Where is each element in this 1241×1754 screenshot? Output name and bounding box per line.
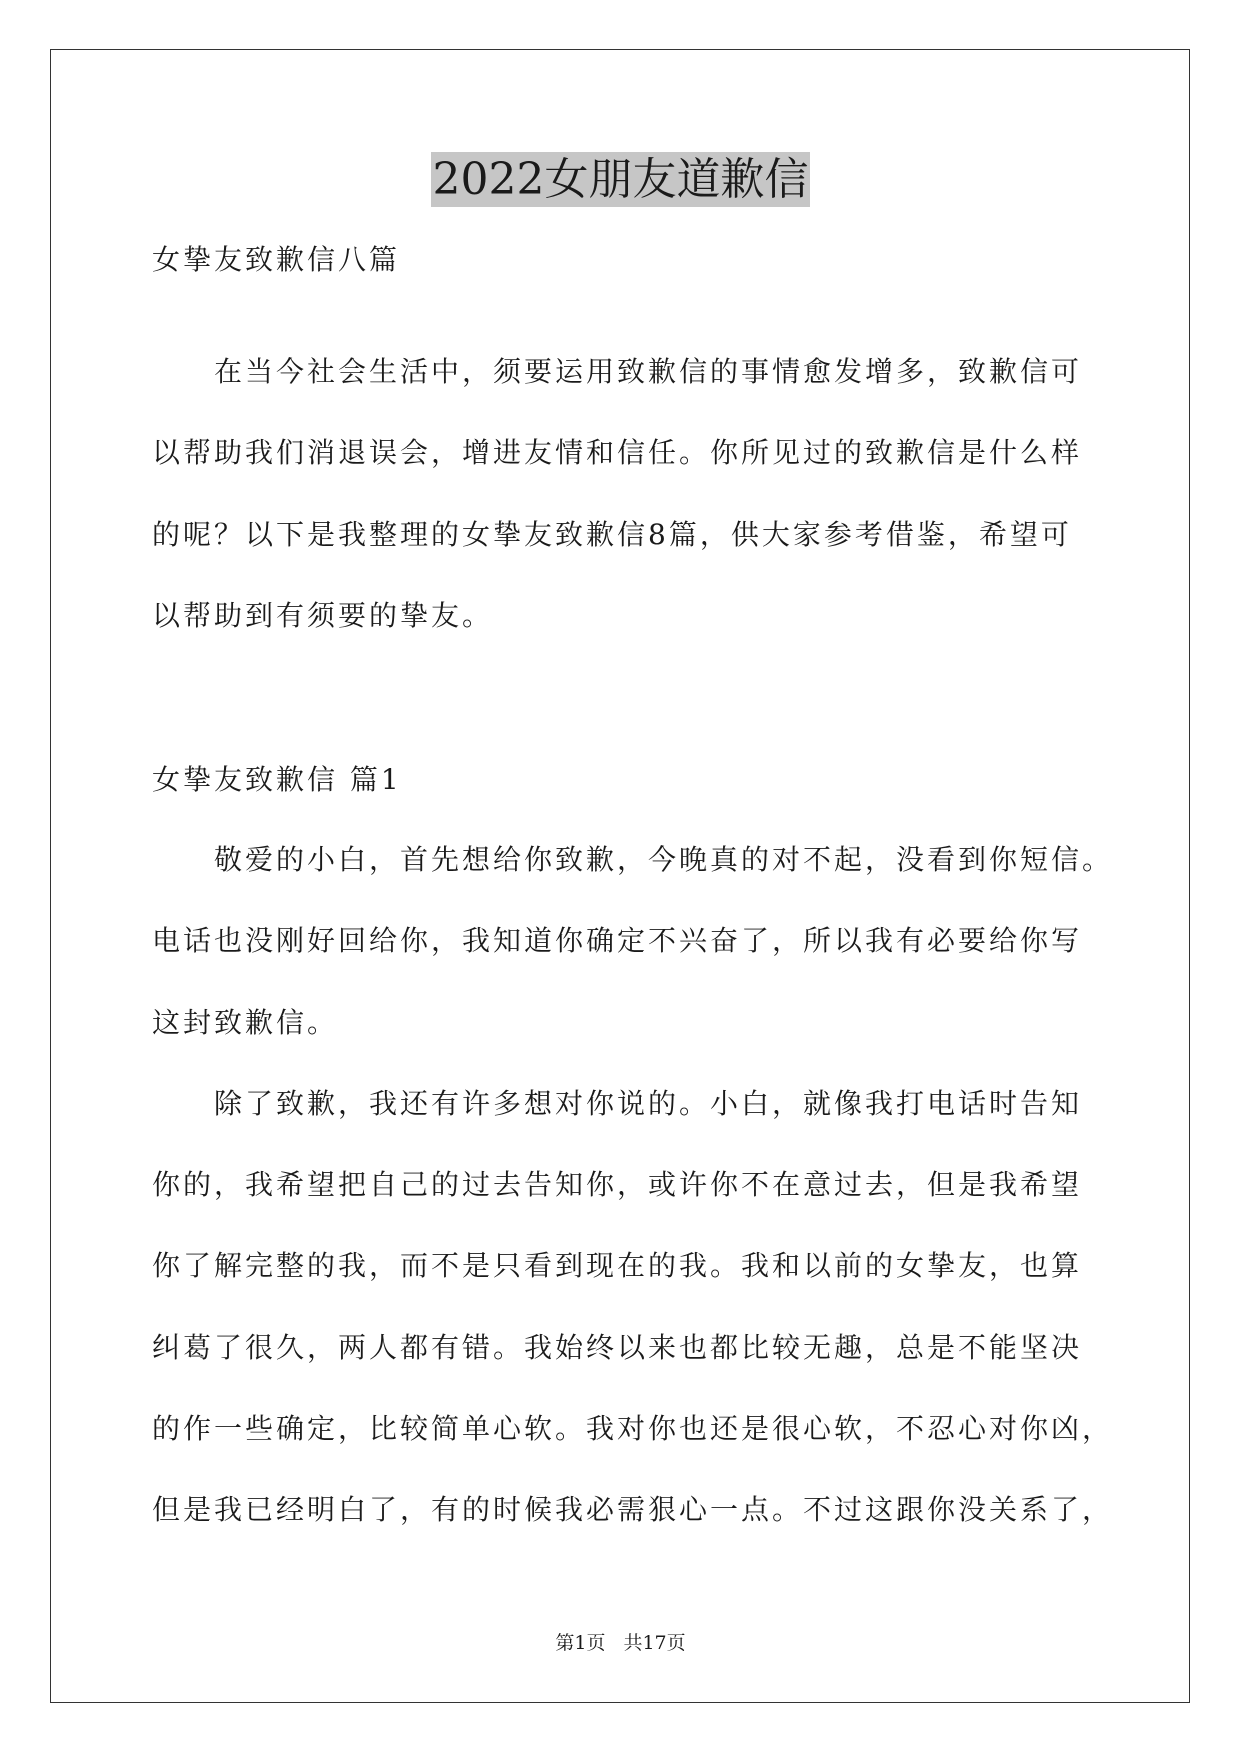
paragraph-line: 敬爱的小白，首先想给你致歉，今晚真的对不起，没看到你短信。: [152, 843, 1114, 876]
paragraph-line: 你的，我希望把自己的过去告知你，或许你不在意过去，但是我希望: [152, 1168, 1083, 1201]
paragraph-line: 以帮助我们消退误会，增进友情和信任。你所见过的致歉信是什么样: [152, 436, 1083, 469]
paragraph-line: 这封致歉信。: [152, 1006, 339, 1039]
paragraph-line: 纠葛了很久，两人都有错。我始终以来也都比较无趣，总是不能坚决: [152, 1331, 1083, 1364]
page-number: 第1页: [555, 1632, 606, 1654]
paragraph-line: 的作一些确定，比较简单心软。我对你也还是很心软，不忍心对你凶，: [152, 1412, 1114, 1445]
document-title: [0, 150, 1241, 210]
section-heading: 女挚友致歉信八篇: [152, 243, 401, 276]
document-title-text: 2022女朋友道歉信: [432, 154, 809, 205]
paragraph-line: 的呢？以下是我整理的女挚友致歉信8篇，供大家参考借鉴，希望可: [152, 518, 1072, 551]
section-heading: 女挚友致歉信 篇1: [152, 763, 402, 796]
paragraph-line: 除了致歉，我还有许多想对你说的。小白，就像我打电话时告知: [152, 1087, 1083, 1120]
paragraph-line: 在当今社会生活中，须要运用致歉信的事情愈发增多，致歉信可: [152, 355, 1083, 388]
paragraph-line: 你了解完整的我，而不是只看到现在的我。我和以前的女挚友，也算: [152, 1249, 1083, 1282]
paragraph-line: 但是我已经明白了，有的时候我必需狠心一点。不过这跟你没关系了，: [152, 1493, 1114, 1526]
paragraph-line: 以帮助到有须要的挚友。: [152, 599, 494, 632]
page-footer: [0, 1630, 1241, 1656]
paragraph-line: 电话也没刚好回给你，我知道你确定不兴奋了，所以我有必要给你写: [152, 924, 1083, 957]
page-total: 共17页: [623, 1632, 686, 1654]
